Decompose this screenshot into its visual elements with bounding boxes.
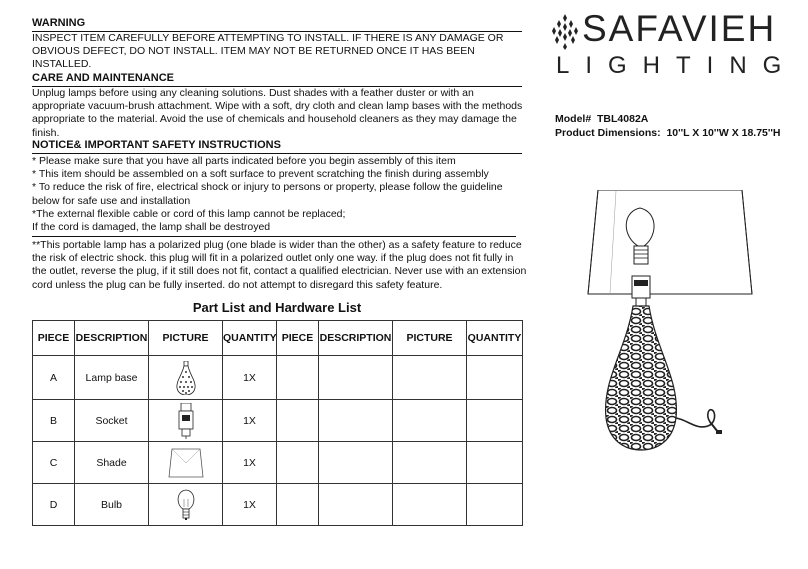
dimensions-value: 10''L X 10''W X 18.75''H	[666, 127, 781, 139]
picture-cell	[149, 356, 223, 400]
care-heading: CARE AND MAINTENANCE	[32, 72, 522, 87]
shade-icon	[168, 448, 204, 478]
description-cell: Bulb	[75, 484, 149, 526]
empty-cell	[467, 484, 523, 526]
piece-cell: B	[33, 400, 75, 442]
piece-cell: C	[33, 442, 75, 484]
quantity-cell: 1X	[223, 356, 277, 400]
bulb-icon	[176, 489, 196, 521]
piece-cell: A	[33, 356, 75, 400]
notice-list	[32, 155, 528, 234]
column-header: DESCRIPTION	[75, 321, 149, 356]
empty-cell	[319, 484, 393, 526]
notice-line: If the cord is damaged, the lamp shall be destroyed	[32, 221, 271, 234]
empty-cell	[319, 400, 393, 442]
description-cell: Socket	[75, 400, 149, 442]
model-line	[555, 113, 648, 125]
warning-heading: WARNING	[32, 17, 522, 32]
socket-icon	[178, 403, 194, 439]
empty-cell	[393, 442, 467, 484]
brand-subtitle: LIGHTING	[556, 52, 798, 79]
picture-cell	[149, 442, 223, 484]
quantity-cell: 1X	[223, 400, 277, 442]
notice-line: * This item should be assembled on a soft surface to prevent scratching the finish during assembly	[32, 168, 489, 181]
description-cell: Lamp base	[75, 356, 149, 400]
column-header: PIECE	[277, 321, 319, 356]
empty-cell	[277, 442, 319, 484]
empty-cell	[467, 356, 523, 400]
table-row	[33, 356, 523, 400]
care-text: Unplug lamps before using any cleaning solutions. Dust shades with a feather duster or with an appropriate vacuum-brush attachment. Wipe with a soft, dry cloth and clean lamp bases with the methods appropriate to the material. Avoid the use of chemicals and household cleaners as they may damage the finish.	[32, 87, 523, 139]
piece-cell: D	[33, 484, 75, 526]
notice-line: *The external flexible cable or cord of this lamp cannot be replaced;	[32, 207, 346, 220]
parts-table	[32, 320, 523, 526]
notice-line: * Please make sure that you have all parts indicated before you begin assembly of this item	[32, 155, 456, 167]
empty-cell	[277, 400, 319, 442]
parts-table-title: Part List and Hardware List	[192, 300, 362, 315]
notice-heading: NOTICE& IMPORTANT SAFETY INSTRUCTIONS	[32, 139, 522, 154]
empty-cell	[319, 442, 393, 484]
empty-cell	[277, 484, 319, 526]
column-header: PICTURE	[393, 321, 467, 356]
picture-cell	[149, 484, 223, 526]
warning-text: INSPECT ITEM CAREFULLY BEFORE ATTEMPTING TO INSTALL. IF THERE IS ANY DAMAGE OR OBVIOUS DEFECT, DO NOT INSTALL. ITEM MAY NOT BE RETURNED ONCE IT HAS BEEN INSTALLED.	[32, 32, 504, 71]
lamp-illustration	[570, 190, 770, 460]
lamp-base-icon	[175, 361, 197, 395]
empty-cell	[393, 356, 467, 400]
column-header: QUANTITY	[467, 321, 523, 356]
empty-cell	[277, 356, 319, 400]
brand-name: SAFAVIEH	[582, 8, 777, 49]
polarized-plug-text: **This portable lamp has a polarized plug (one blade is wider than the other) as a safety feature to reduce the risk of electric shock. this plug will fit in a polarized outlet only one way. if the plug does not fit fully in the outlet, reverse the plug, if it still does not fit, contact a qualified electrician. Never use with an extension cord unless the plug can be fully inserted. do not attempt to disregard this safety feature.	[32, 239, 527, 291]
column-header: QUANTITY	[223, 321, 277, 356]
empty-cell	[393, 400, 467, 442]
dimensions-label: Product Dimensions:	[555, 127, 661, 139]
column-header: DESCRIPTION	[319, 321, 393, 356]
empty-cell	[319, 356, 393, 400]
chandelier-logo-icon	[552, 14, 578, 50]
empty-cell	[467, 400, 523, 442]
column-header: PICTURE	[149, 321, 223, 356]
table-row	[33, 442, 523, 484]
column-header: PIECE	[33, 321, 75, 356]
divider	[32, 236, 516, 237]
model-label: Model#	[555, 113, 592, 125]
description-cell: Shade	[75, 442, 149, 484]
model-number: TBL4082A	[597, 113, 649, 125]
dimensions-line	[555, 127, 780, 139]
notice-line: * To reduce the risk of fire, electrical shock or injury to persons or property, please follow the guideline below for safe use and installation	[32, 181, 503, 207]
table-header-row	[33, 321, 523, 356]
table-row	[33, 484, 523, 526]
picture-cell	[149, 400, 223, 442]
quantity-cell: 1X	[223, 442, 277, 484]
quantity-cell: 1X	[223, 484, 277, 526]
empty-cell	[467, 442, 523, 484]
empty-cell	[393, 484, 467, 526]
table-row	[33, 400, 523, 442]
